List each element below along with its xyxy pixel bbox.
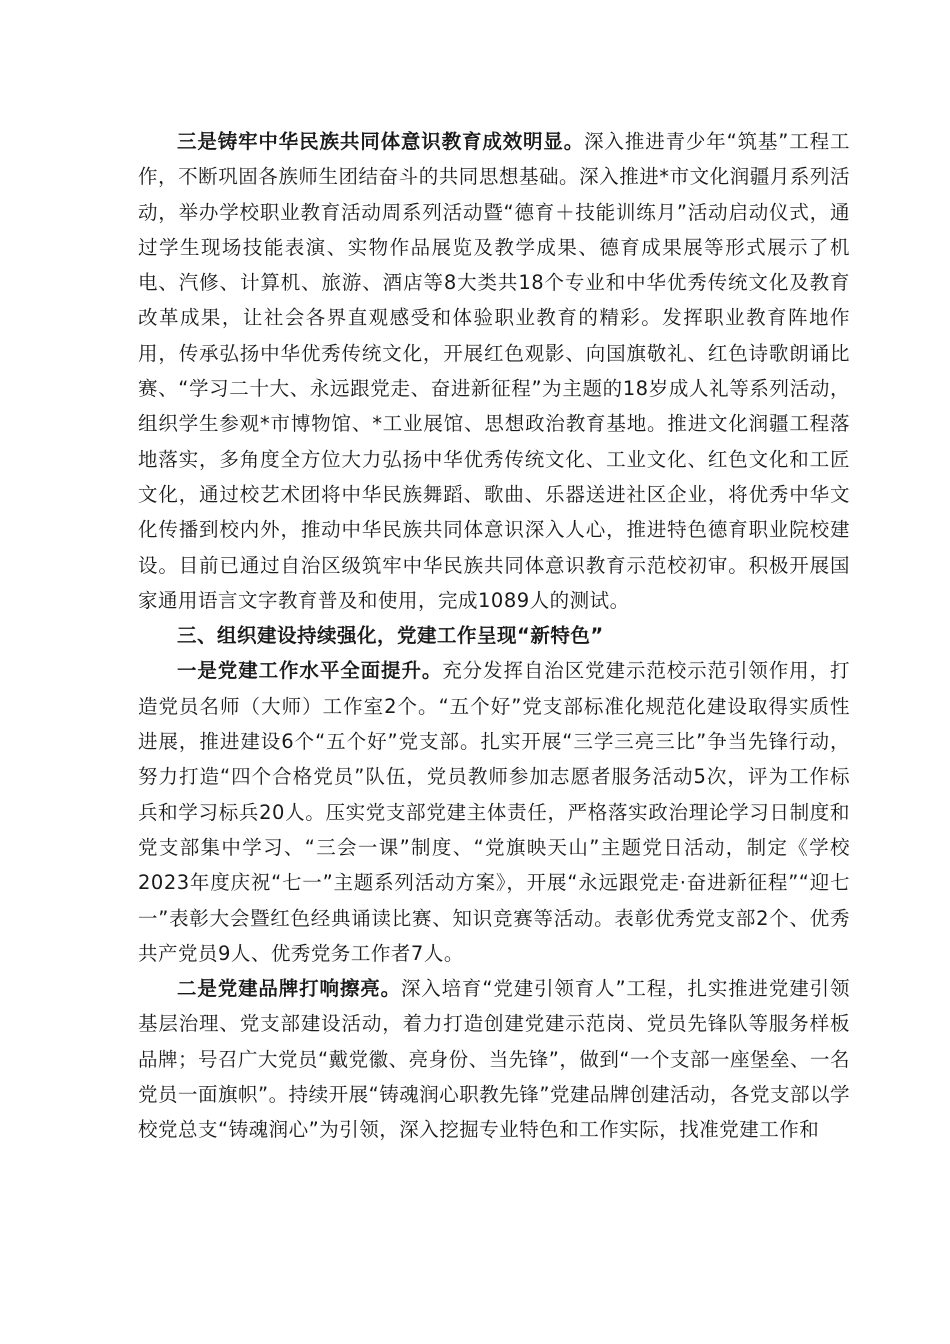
paragraph-text: 深入推进青少年“筑基”工程工作，不断巩固各族师生团结奋斗的共同思想基础。深入推进*市文化润疆月系列活动，举办学校职业教育活动周系列活动暨“德育＋技能训练月”活动启动仪式，通过学生现场技能表演、实物作品展览及教学成果、德育成果展等形式展示了机电、汽修、计算机、旅游、酒店等8大类共18个专业和中华优秀传统文化及教育改革成果，让社会各界直观感受和体验职业教育的精彩。发挥职业教育阵地作用，传承弘扬中华优秀传统文化，开展红色观影、向国旗敬礼、红色诗歌朗诵比赛、“学习二十大、永远跟党走、奋进新征程”为主题的18岁成人礼等系列活动，组织学生参观*市博物馆、*工业展馆、思想政治教育基地。推进文化润疆工程落地落实，多角度全方位大力弘扬中华优秀传统文化、工业文化、红色文化和工匠文化，通过校艺术团将中华民族舞蹈、歌曲、乐器送进社区企业，将优秀中华文化传播到校内外，推动中华民族共同体意识深入人心，推进特色德育职业院校建设。目前已通过自治区级筑牢中华民族共同体意识教育示范校初审。积极开展国家通用语言文字教育普及和使用，完成1089人的测试。 — [138, 130, 850, 612]
paragraph-party-brand — [138, 971, 850, 1147]
paragraph-text: 深入培育“党建引领育人”工程，扎实推进党建引领基层治理、党支部建设活动，着力打造创建党建示范岗、党员先锋队等服务样板品牌；号召广大党员“戴党徽、亮身份、当先锋”，做到“一个支部一座堡垒、一名党员一面旗帜”。持续开展“铸魂润心职教先锋”党建品牌创建活动，各党支部以学校党总支“铸魂润心”为引领，深入挖掘专业特色和工作实际，找准党建工作和 — [138, 977, 850, 1142]
paragraph-lead: 一是党建工作水平全面提升。 — [177, 659, 443, 683]
section-heading: 三、组织建设持续强化，党建工作呈现“新特色” — [177, 624, 604, 648]
paragraph-lead: 三是铸牢中华民族共同体意识教育成效明显。 — [177, 130, 585, 153]
paragraph-lead: 二是党建品牌打响擦亮。 — [177, 977, 401, 1001]
document-body — [138, 124, 850, 1148]
paragraph-text: 充分发挥自治区党建示范校示范引领作用，打造党员名师（大师）工作室2个。“五个好”党支部标准化规范化建设取得实质性进展，推进建设6个“五个好”党支部。扎实开展“三学三亮三比”争当先锋行动，努力打造“四个合格党员”队伍，党员教师参加志愿者服务活动5次，评为工作标兵和学习标兵20人。压实党支部党建主体责任，严格落实政治理论学习日制度和党支部集中学习、“三会一课”制度、“党旗映天山”主题党日活动，制定《学校2023年度庆祝“七一”主题系列活动方案》，开展“永远跟党走·奋进新征程”“迎七一”表彰大会暨红色经典诵读比赛、知识竞赛等活动。表彰优秀党支部2个、优秀共产党员9人、优秀党务工作者7人。 — [138, 659, 850, 965]
paragraph-ethnic-unity-education — [138, 124, 850, 618]
paragraph-party-work-level — [138, 653, 850, 971]
